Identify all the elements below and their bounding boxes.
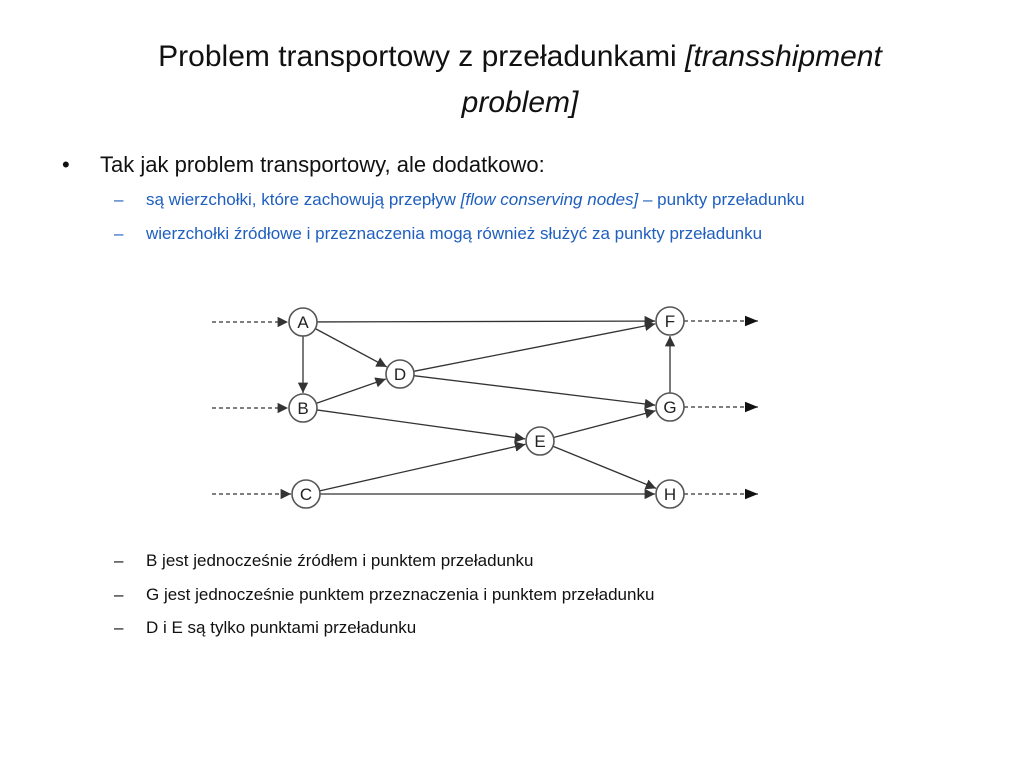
transshipment-network-diagram [200,290,780,520]
edge-e-h [553,446,656,488]
sub-item-text-part1: są wierzchołki, które zachowują przepływ [146,190,461,209]
note-dash: – [114,618,124,637]
edge-a-f [317,321,655,322]
sub-item-text-italic: [flow conserving nodes] [460,190,639,209]
node-a [289,308,317,336]
note-dash: – [114,551,124,570]
title-italic: [transshipment problem] [461,40,882,119]
node-b [289,394,317,422]
node-label: A [297,313,309,332]
note-text: B jest jednocześnie źródłem i punktem przeładunku [146,551,534,570]
node-label: C [299,485,313,504]
edge-c-e [320,444,526,491]
node-label: D [393,365,407,384]
node-e [526,427,554,455]
sub-item-text-part3: – punkty przeładunku [638,190,805,209]
node-c [292,480,320,508]
edge-d-g [414,376,655,405]
node-label: F [664,312,676,331]
edge-d-f [414,324,656,371]
note-text: D i E są tylko punktami przeładunku [146,618,417,637]
node-d [386,360,414,388]
node-h [656,480,684,508]
note-text: G jest jednocześnie punktem przeznaczenia i punktem przeładunku [146,585,655,604]
edge-a-d [315,329,386,367]
slide-title [100,34,940,126]
node-g [656,393,684,421]
nodes-layer [289,307,684,508]
bullet-symbol: • [62,152,70,177]
node-label: E [534,432,546,451]
sub-item-dash: – [114,190,124,209]
node-label: H [663,485,677,504]
sub-item-dash: – [114,224,124,243]
sub-item-text [146,190,805,210]
edge-b-d [316,379,386,403]
main-bullet-text: Tak jak problem transportowy, ale dodatkowo: [100,152,545,177]
note-dash: – [114,585,124,604]
sub-item-text: wierzchołki źródłowe i przeznaczenia mogą również służyć za punkty przeładunku [146,224,763,243]
node-f [656,307,684,335]
node-label: B [297,399,309,418]
node-label: G [663,398,677,417]
edge-e-g [554,411,656,438]
edge-b-e [317,410,525,439]
title-main: Problem transportowy z przeładunkami [158,40,686,73]
